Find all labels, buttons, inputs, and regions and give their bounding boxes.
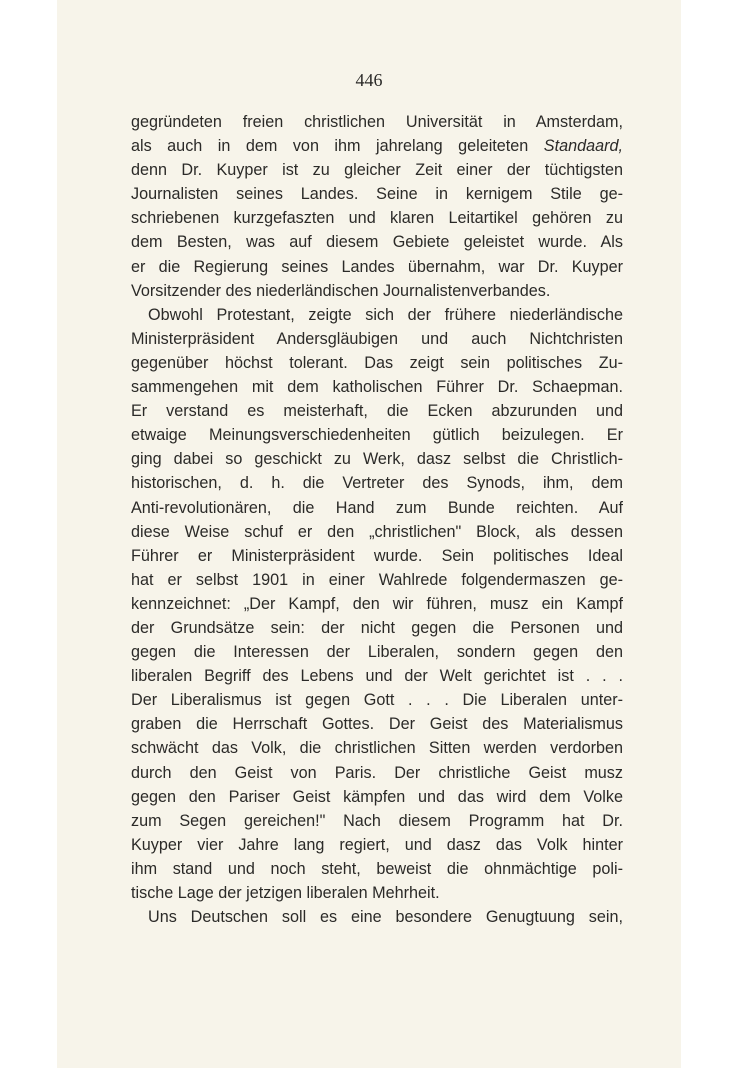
text-line-content: Obwohl Protestant, zeigte sich der frühere niederländische bbox=[148, 305, 623, 324]
text-line bbox=[131, 833, 623, 857]
text-line bbox=[131, 592, 623, 616]
text-line-content: Er verstand es meisterhaft, die Ecken abzurunden und bbox=[131, 402, 623, 421]
text-line-content: durch den Geist von Paris. Der christliche Geist musz bbox=[131, 763, 623, 782]
text-line bbox=[131, 520, 623, 544]
text-line bbox=[131, 255, 623, 279]
text-line bbox=[131, 206, 623, 230]
left-margin bbox=[0, 0, 57, 1068]
text-line-content: Anti-revolutionären, die Hand zum Bunde reichten. Auf bbox=[131, 498, 623, 517]
text-line-content: denn Dr. Kuyper ist zu gleicher Zeit einer der tüchtigsten bbox=[131, 161, 623, 180]
text-line-content: als auch in dem von ihm jahrelang geleiteten bbox=[131, 137, 544, 156]
text-line-content: diese Weise schuf er den „christlichen" Block, als dessen bbox=[131, 522, 623, 541]
text-line-content: Der Liberalismus ist gegen Gott . . . Die Liberalen unter- bbox=[131, 691, 623, 710]
text-line-content: tische Lage der jetzigen liberalen Mehrheit. bbox=[131, 884, 440, 902]
text-line bbox=[131, 110, 623, 134]
text-line-content: etwaige Meinungsverschiedenheiten gütlich beizulegen. Er bbox=[131, 426, 623, 445]
text-line-content: gegenüber höchst tolerant. Das zeigt sein politisches Zu- bbox=[131, 353, 623, 372]
text-line bbox=[131, 736, 623, 760]
text-line bbox=[131, 544, 623, 568]
text-line-content: dem Besten, was auf diesem Gebiete geleistet wurde. Als bbox=[131, 233, 623, 252]
text-line-content: gegen den Pariser Geist kämpfen und das wird dem Volke bbox=[131, 787, 623, 806]
text-line bbox=[131, 785, 623, 809]
text-line bbox=[131, 471, 623, 495]
text-line bbox=[131, 712, 623, 736]
text-line-content: der Grundsätze sein: der nicht gegen die Personen und bbox=[131, 618, 623, 637]
text-line bbox=[131, 905, 623, 929]
page-number: 446 bbox=[355, 70, 383, 90]
text-line-content: gegründeten freien christlichen Universität in Amsterdam, bbox=[131, 113, 623, 131]
text-line bbox=[131, 182, 623, 206]
text-line bbox=[131, 496, 623, 520]
italic-title: Standaard, bbox=[543, 137, 623, 156]
right-margin bbox=[681, 0, 738, 1068]
text-line-content: Ministerpräsident Andersgläubigen und auch Nichtchristen bbox=[131, 329, 623, 348]
text-line bbox=[131, 230, 623, 254]
text-line-content: Uns Deutschen soll es eine besondere Genugtuung sein, bbox=[148, 908, 623, 927]
text-line bbox=[131, 640, 623, 664]
text-line-content: sammengehen mit dem katholischen Führer Dr. Schaepman. bbox=[131, 378, 623, 397]
text-line bbox=[131, 761, 623, 785]
text-line bbox=[131, 134, 623, 158]
text-line-content: er die Regierung seines Landes übernahm, war Dr. Kuyper bbox=[131, 257, 623, 276]
text-line-content: hat er selbst 1901 in einer Wahlrede folgendermaszen ge- bbox=[131, 570, 623, 589]
text-line bbox=[131, 616, 623, 640]
text-line-content: Kuyper vier Jahre lang regiert, und dasz das Volk hinter bbox=[131, 835, 623, 854]
text-line bbox=[131, 327, 623, 351]
text-line-content: kennzeichnet: „Der Kampf, den wir führen, musz ein Kampf bbox=[131, 594, 623, 613]
text-line-content: historischen, d. h. die Vertreter des Synods, ihm, dem bbox=[131, 474, 623, 493]
text-line bbox=[131, 303, 623, 327]
text-line bbox=[131, 664, 623, 688]
body-text bbox=[131, 110, 623, 929]
text-line-content: Führer er Ministerpräsident wurde. Sein politisches Ideal bbox=[131, 546, 623, 565]
text-line bbox=[131, 423, 623, 447]
text-line bbox=[131, 399, 623, 423]
text-line bbox=[131, 375, 623, 399]
text-line-content: liberalen Begriff des Lebens und der Welt gerichtet ist . . . bbox=[131, 667, 623, 686]
text-line-content: zum Segen gereichen!" Nach diesem Programm hat Dr. bbox=[131, 811, 623, 830]
text-line-content: ihm stand und noch steht, beweist die ohnmächtige poli- bbox=[131, 859, 623, 878]
text-line-content: schriebenen kurzgefaszten und klaren Leitartikel gehören zu bbox=[131, 209, 623, 228]
text-line-content: schwächt das Volk, die christlichen Sitten werden verdorben bbox=[131, 739, 623, 758]
text-line-content: Vorsitzender des niederländischen Journalistenverbandes. bbox=[131, 281, 551, 300]
text-line bbox=[131, 447, 623, 471]
text-line bbox=[131, 857, 623, 881]
text-line bbox=[131, 279, 623, 303]
text-line-content: Journalisten seines Landes. Seine in kernigem Stile ge- bbox=[131, 185, 623, 204]
text-line bbox=[131, 688, 623, 712]
text-line-content: ging dabei so geschickt zu Werk, dasz selbst die Christlich- bbox=[131, 450, 623, 469]
text-line bbox=[131, 568, 623, 592]
text-line bbox=[131, 158, 623, 182]
text-line-content: graben die Herrschaft Gottes. Der Geist des Materialismus bbox=[131, 715, 623, 734]
text-line bbox=[131, 809, 623, 833]
text-line bbox=[131, 881, 623, 905]
text-line-content: gegen die Interessen der Liberalen, sondern gegen den bbox=[131, 643, 623, 662]
text-line bbox=[131, 351, 623, 375]
